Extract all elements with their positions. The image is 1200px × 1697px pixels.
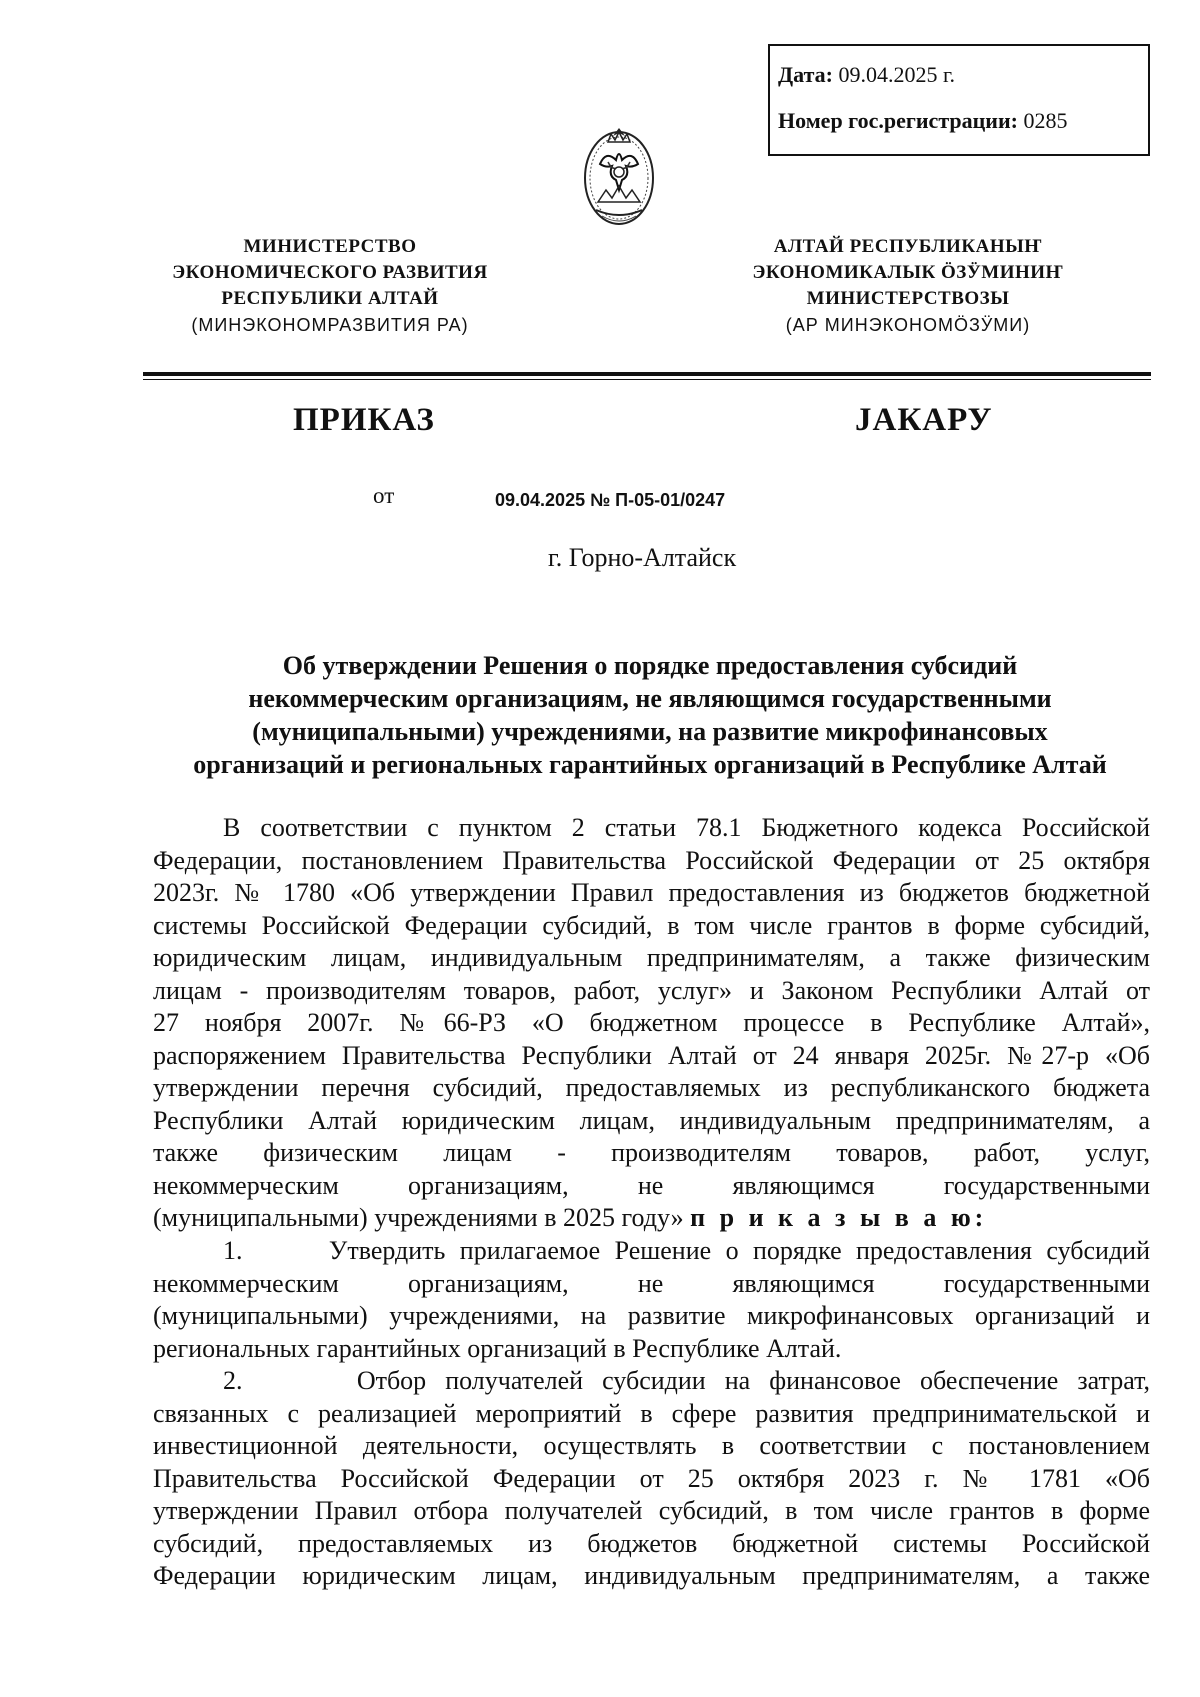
preamble-line: 2023г. № 1780 «Об утверждении Правил предоставления из бюджетов бюджетной xyxy=(153,878,1150,907)
preamble-paragraph xyxy=(153,812,1150,1235)
order-title-alt: JАКАРУ xyxy=(855,402,993,438)
ministry-ru-line3: РЕСПУБЛИКИ АЛТАЙ xyxy=(221,288,439,309)
ministry-ru-line2: ЭКОНОМИЧЕСКОГО РАЗВИТИЯ xyxy=(172,262,488,283)
item-line: Федерации юридическим лицам, индивидуальным предпринимателям, а также xyxy=(153,1561,1150,1590)
registration-date xyxy=(778,62,955,88)
registration-date-label: Дата: xyxy=(778,62,833,87)
ministry-alt-line3: МИНИСТЕРСТВОЗЫ xyxy=(806,288,1010,309)
item-line: 1. Утвердить прилагаемое Решение о порядке предоставления субсидий xyxy=(223,1236,1150,1265)
registration-number-label: Номер гос.регистрации: xyxy=(778,108,1018,133)
registration-number-value: 0285 xyxy=(1023,108,1068,133)
ministry-ru-line1: МИНИСТЕРСТВО xyxy=(243,236,417,257)
heading-line: Об утверждении Решения о порядке предоставления субсидий xyxy=(282,651,1018,680)
ministry-alt-line2: ЭКОНОМИКАЛЫК ÖЗӰМИНИҤ xyxy=(752,262,1064,283)
item-line: Правительства Российской Федерации от 25 октября 2023 г. № 1781 «Об xyxy=(153,1463,1150,1493)
order-item-2 xyxy=(153,1365,1150,1593)
decree-word: п р и к а з ы в а ю: xyxy=(690,1203,988,1232)
ministry-name-ru xyxy=(100,234,560,338)
heading-line: организаций и региональных гарантийных организаций в Республике Алтай xyxy=(193,750,1107,779)
order-from-label: от xyxy=(373,483,395,508)
preamble-line: утверждении перечня субсидий, предоставляемых из республиканского бюджета xyxy=(153,1073,1150,1102)
coat-of-arms-icon xyxy=(578,120,660,232)
ministry-ru-abbr: (МИНЭКОНОМРАЗВИТИЯ РА) xyxy=(191,315,469,335)
header-divider-thin xyxy=(143,379,1151,380)
item-line: некоммерческим организациям, не являющимся государственными xyxy=(153,1268,1150,1298)
order-item-1 xyxy=(153,1235,1150,1365)
preamble-last-line xyxy=(153,1202,1150,1235)
preamble-line: Республики Алтай юридическим лицам, индивидуальным предпринимателям, а xyxy=(153,1105,1150,1135)
preamble-line: системы Российской Федерации субсидий, в том числе грантов в форме субсидий, xyxy=(153,910,1150,940)
registration-box xyxy=(768,44,1150,156)
item-line: 2. Отбор получателей субсидии на финансовое обеспечение затрат, xyxy=(223,1366,1150,1395)
preamble-line: (муниципальными) учреждениями в 2025 году» xyxy=(153,1203,684,1232)
preamble-line: некоммерческим организациям, не являющимся государственными xyxy=(153,1170,1150,1200)
registration-number xyxy=(778,108,1067,134)
item-line: утверждении Правил отбора получателей субсидий, в том числе грантов в форме xyxy=(153,1496,1150,1525)
heading-line: некоммерческим организациям, не являющимся государственными xyxy=(248,684,1052,713)
item-line: связанных с реализацией мероприятий в сфере развития предпринимательской и xyxy=(153,1398,1150,1428)
preamble-line: В соответствии с пунктом 2 статьи 78.1 Бюджетного кодекса Российской xyxy=(223,813,1150,842)
order-title-ru: ПРИКАЗ xyxy=(293,402,435,438)
order-number: 09.04.2025 № П-05-01/0247 xyxy=(495,490,726,510)
item-line: региональных гарантийных организаций в Республике Алтай. xyxy=(153,1333,842,1363)
preamble-line: распоряжением Правительства Республики Алтай от 24 января 2025г. №27-р «Об xyxy=(153,1040,1150,1070)
preamble-line: Федерации, постановлением Правительства Российской Федерации от 25 октября xyxy=(153,845,1150,875)
preamble-line: также физическим лицам - производителям товаров, работ, услуг, xyxy=(153,1138,1150,1167)
item-line: субсидий, предоставляемых из бюджетов бюджетной системы Российской xyxy=(153,1528,1150,1558)
order-heading xyxy=(150,649,1150,781)
order-city: г. Горно-Алтайск xyxy=(548,543,737,572)
header-divider xyxy=(143,372,1151,376)
item-line: (муниципальными) учреждениями, на развитие микрофинансовых организаций и xyxy=(153,1301,1150,1330)
preamble-line: лицам - производителям товаров, работ, услуг» и Законом Республики Алтай от xyxy=(153,975,1150,1005)
registration-date-value: 09.04.2025 г. xyxy=(838,62,956,87)
item-line: инвестиционной деятельности, осуществлять в соответствии с постановлением xyxy=(153,1431,1150,1460)
heading-line: (муниципальными) учреждениями, на развитие микрофинансовых xyxy=(252,717,1048,746)
preamble-line: юридическим лицам, индивидуальным предпринимателям, а также физическим xyxy=(153,943,1150,972)
ministry-alt-line1: АЛТАЙ РЕСПУБЛИКАНЫҤ xyxy=(773,236,1043,257)
ministry-alt-abbr: (АР МИНЭКОНОМÖЗӰМИ) xyxy=(785,315,1031,335)
preamble-line: 27 ноября 2007г. №66-РЗ «О бюджетном процессе в Республике Алтай», xyxy=(153,1008,1150,1037)
ministry-name-alt xyxy=(678,234,1138,338)
